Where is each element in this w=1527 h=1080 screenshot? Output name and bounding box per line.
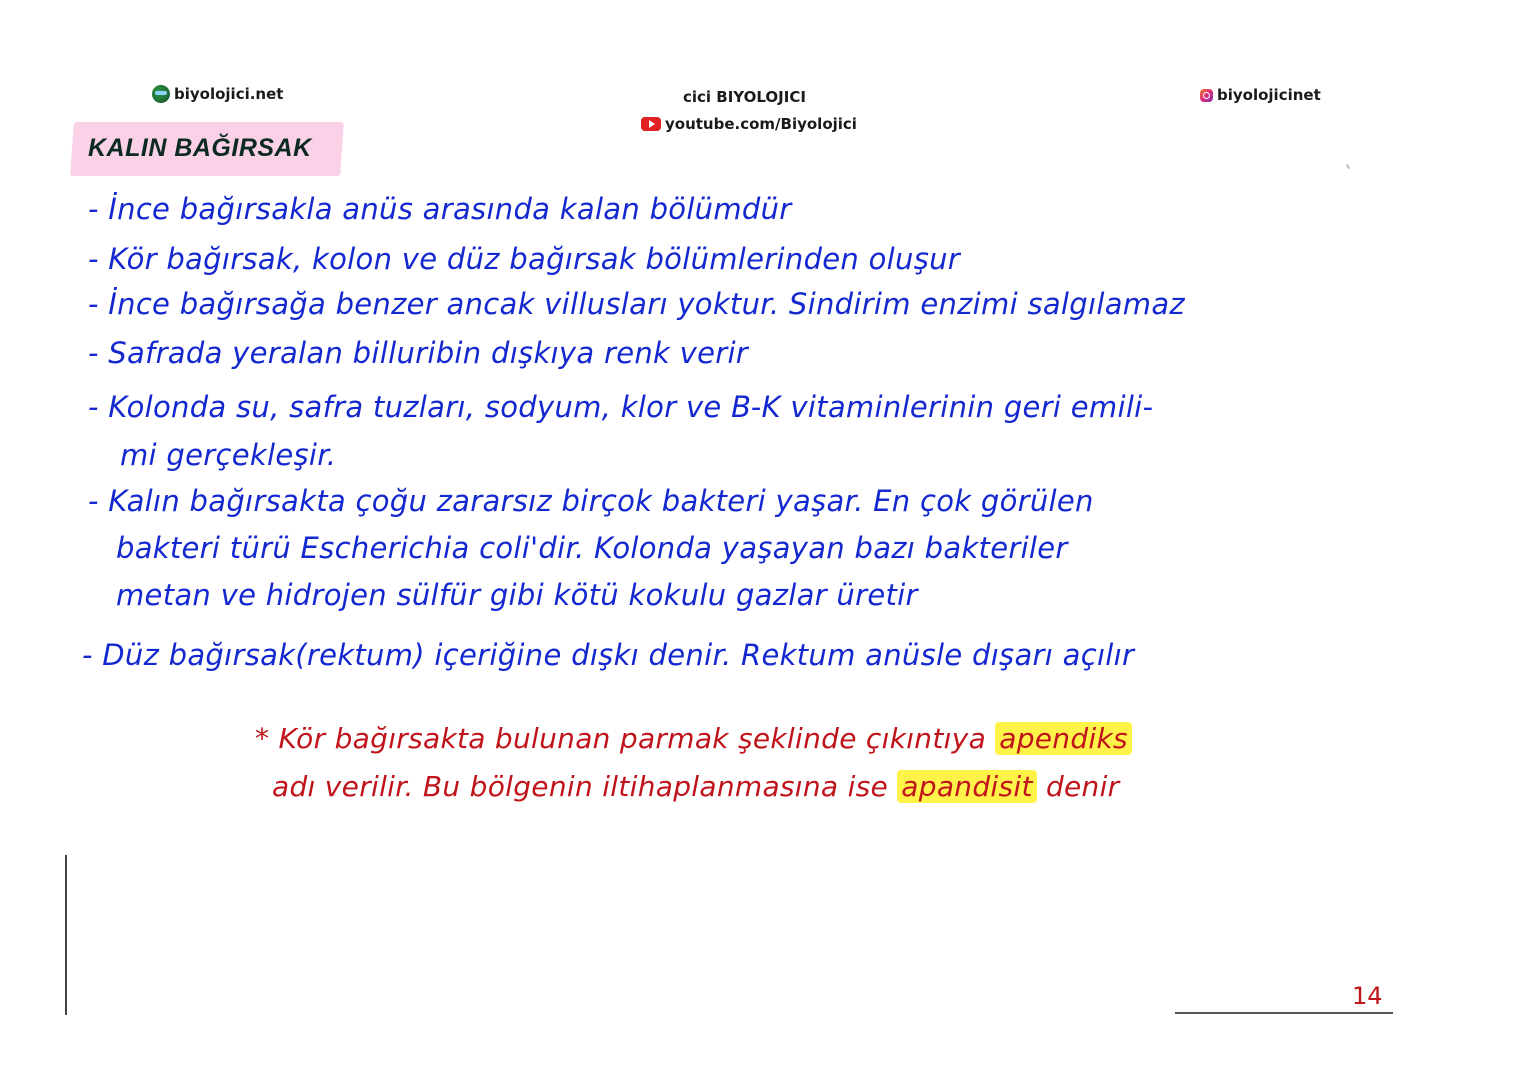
note-line-5-cont: mi gerçekleşir.: [120, 438, 337, 472]
note-line-6-cont-1: bakteri türü Escherichia coli'dir. Kolonda yaşayan bazı bakteriler: [116, 531, 1068, 565]
youtube-link[interactable]: [641, 115, 857, 133]
appendix-note-line-1: [255, 722, 1132, 755]
note-line-6: - Kalın bağırsakta çoğu zararsız birçok bakteri yaşar. En çok görülen: [88, 484, 1094, 518]
note-line-3: - İnce bağırsağa benzer ancak villusları yoktur. Sindirim enzimi salgılamaz: [88, 287, 1185, 321]
page-number: 14: [1352, 982, 1383, 1010]
appendix-note-line-2: [272, 770, 1119, 803]
highlight-apendiks: apendiks: [995, 722, 1132, 755]
highlight-apandisit: apandisit: [897, 770, 1036, 803]
note-line-5: - Kolonda su, safra tuzları, sodyum, klor ve B-K vitaminlerinin geri emili-: [88, 390, 1154, 424]
appendix-note-text-2: adı verilir. Bu bölgenin iltihaplanmasına ise: [272, 770, 889, 803]
note-line-6-cont-2: metan ve hidrojen sülfür gibi kötü kokulu gazlar üretir: [116, 578, 918, 612]
instagram-handle-text[interactable]: biyolojicinet: [1217, 86, 1321, 104]
left-edge-line: [65, 855, 67, 1015]
instagram-icon: [1200, 89, 1213, 102]
note-line-2: - Kör bağırsak, kolon ve düz bağırsak bölümlerinden oluşur: [88, 242, 961, 276]
paper-speck: [1346, 164, 1350, 169]
channel-title-text: cici BIYOLOJICI: [683, 88, 806, 106]
site-logo: [152, 85, 283, 103]
page-title: KALIN BAĞIRSAK: [88, 134, 312, 162]
appendix-note-text-1: * Kör bağırsakta bulunan parmak şeklinde çıkıntıya: [255, 722, 987, 755]
channel-title: [683, 88, 806, 106]
site-label: biyolojici.net: [174, 85, 284, 103]
appendix-note-text-3: denir: [1045, 770, 1120, 803]
youtube-link-text[interactable]: youtube.com/Biyolojici: [665, 115, 857, 133]
note-line-7: - Düz bağırsak(rektum) içeriğine dışkı denir. Rektum anüsle dışarı açılır: [82, 638, 1135, 672]
note-line-1: - İnce bağırsakla anüs arasında kalan bölümdür: [88, 192, 792, 226]
youtube-icon: [641, 117, 661, 131]
instagram-handle[interactable]: [1200, 86, 1321, 104]
bottom-rule: [1175, 1012, 1393, 1014]
globe-icon: [152, 85, 170, 103]
note-line-4: - Safrada yeralan billuribin dışkıya renk verir: [88, 336, 749, 370]
